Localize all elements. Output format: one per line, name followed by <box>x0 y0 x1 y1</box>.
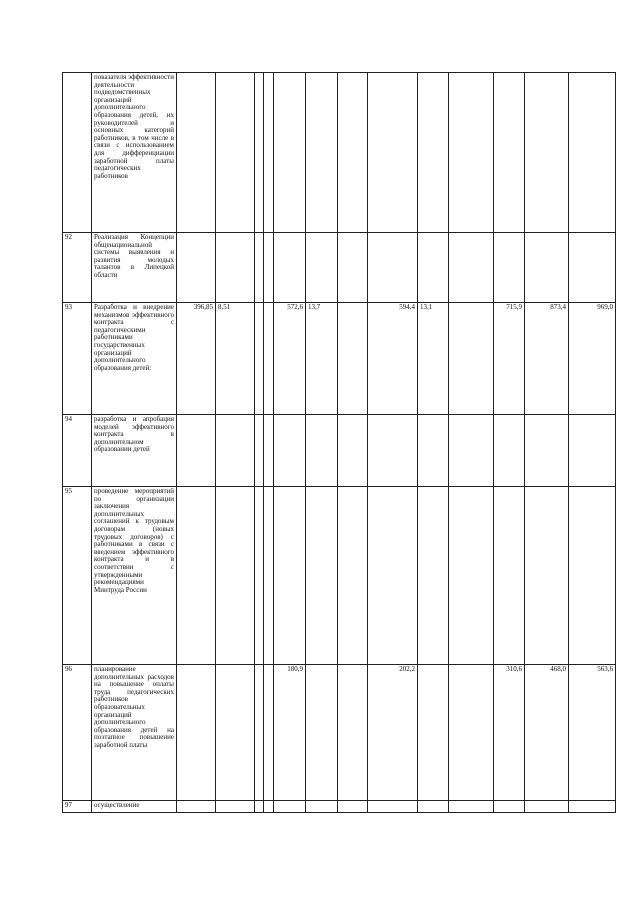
value-cell-c2 <box>216 487 255 665</box>
value-cell-c1 <box>177 801 216 813</box>
value-cell-c9 <box>418 73 449 233</box>
row-number: 94 <box>63 415 92 487</box>
row-description: Реализация Концепции общенациональной системы выявления и развития молодых талантов в Липецкой области <box>92 233 177 303</box>
value-cell-c10 <box>449 415 494 487</box>
value-cell-c3 <box>255 665 264 801</box>
value-cell-c6: 13,7 <box>306 303 338 415</box>
value-cell-c12 <box>525 487 569 665</box>
value-cell-c1 <box>177 73 216 233</box>
value-cell-c1 <box>177 233 216 303</box>
row-description: осуществление <box>92 801 177 813</box>
table-row <box>63 233 616 303</box>
value-cell-c7 <box>338 801 368 813</box>
value-cell-c6 <box>306 487 338 665</box>
value-cell-c2 <box>216 73 255 233</box>
value-cell-c4 <box>264 233 274 303</box>
row-number <box>63 73 92 233</box>
value-cell-c10 <box>449 303 494 415</box>
value-cell-c1: 396,85 <box>177 303 216 415</box>
value-cell-c1 <box>177 415 216 487</box>
value-cell-c12: 873,4 <box>525 303 569 415</box>
value-cell-c3 <box>255 233 264 303</box>
table-row <box>63 73 616 233</box>
value-cell-c11 <box>494 801 525 813</box>
table-row <box>63 303 616 415</box>
row-number: 93 <box>63 303 92 415</box>
value-cell-c7 <box>338 73 368 233</box>
value-cell-c2 <box>216 801 255 813</box>
row-description: показателя эффективности деятельности подведомственных организаций дополнительного образования детей, их руководителей и основных категорий работников, в том числе в связи с использованием для дифференциации заработной платы педагогических работников <box>92 73 177 233</box>
value-cell-c4 <box>264 73 274 233</box>
value-cell-c8 <box>368 233 418 303</box>
value-cell-c9 <box>418 487 449 665</box>
value-cell-c9 <box>418 801 449 813</box>
value-cell-c11 <box>494 73 525 233</box>
value-cell-c3 <box>255 415 264 487</box>
row-number: 97 <box>63 801 92 813</box>
value-cell-c12 <box>525 73 569 233</box>
value-cell-c5 <box>274 73 306 233</box>
value-cell-c2 <box>216 415 255 487</box>
table-row <box>63 665 616 801</box>
value-cell-c6 <box>306 233 338 303</box>
value-cell-c8 <box>368 415 418 487</box>
value-cell-c3 <box>255 487 264 665</box>
value-cell-c1 <box>177 665 216 801</box>
value-cell-c10 <box>449 665 494 801</box>
budget-table <box>62 72 616 813</box>
value-cell-c13: 969,0 <box>569 303 616 415</box>
value-cell-c13: 563,6 <box>569 665 616 801</box>
value-cell-c9 <box>418 233 449 303</box>
value-cell-c11: 715,9 <box>494 303 525 415</box>
value-cell-c10 <box>449 487 494 665</box>
value-cell-c4 <box>264 303 274 415</box>
value-cell-c10 <box>449 801 494 813</box>
value-cell-c9: 13,1 <box>418 303 449 415</box>
value-cell-c7 <box>338 487 368 665</box>
value-cell-c6 <box>306 665 338 801</box>
row-description: Разработка и внедрение механизмов эффективного контракта с педагогическими работниками государственных организаций дополнительного образования детей: <box>92 303 177 415</box>
value-cell-c11 <box>494 233 525 303</box>
value-cell-c5 <box>274 415 306 487</box>
value-cell-c13 <box>569 415 616 487</box>
value-cell-c7 <box>338 415 368 487</box>
value-cell-c3 <box>255 801 264 813</box>
value-cell-c4 <box>264 801 274 813</box>
value-cell-c2 <box>216 665 255 801</box>
table-row <box>63 415 616 487</box>
value-cell-c3 <box>255 303 264 415</box>
value-cell-c6 <box>306 801 338 813</box>
value-cell-c8 <box>368 487 418 665</box>
value-cell-c2: 8,51 <box>216 303 255 415</box>
value-cell-c5: 180,9 <box>274 665 306 801</box>
value-cell-c11 <box>494 487 525 665</box>
value-cell-c6 <box>306 73 338 233</box>
row-description: проведение мероприятий по организации заключения дополнительных соглашений к трудовым договорам (новых трудовых договоров) с работниками в связи с введением эффективного контракта и в соответствии с утвержденными рекомендациями Минтруда России <box>92 487 177 665</box>
value-cell-c4 <box>264 415 274 487</box>
value-cell-c5: 572,6 <box>274 303 306 415</box>
value-cell-c12: 468,0 <box>525 665 569 801</box>
table-row <box>63 487 616 665</box>
value-cell-c12 <box>525 415 569 487</box>
row-description: разработка и апробация моделей эффективного контракта в дополнительном образовании детей <box>92 415 177 487</box>
value-cell-c8 <box>368 73 418 233</box>
value-cell-c10 <box>449 73 494 233</box>
value-cell-c13 <box>569 801 616 813</box>
value-cell-c8 <box>368 801 418 813</box>
value-cell-c7 <box>338 233 368 303</box>
row-number: 96 <box>63 665 92 801</box>
value-cell-c1 <box>177 487 216 665</box>
value-cell-c9 <box>418 415 449 487</box>
value-cell-c10 <box>449 233 494 303</box>
row-number: 95 <box>63 487 92 665</box>
row-number: 92 <box>63 233 92 303</box>
value-cell-c13 <box>569 233 616 303</box>
value-cell-c3 <box>255 73 264 233</box>
value-cell-c8: 202,2 <box>368 665 418 801</box>
value-cell-c9 <box>418 665 449 801</box>
value-cell-c11: 310,6 <box>494 665 525 801</box>
table-row <box>63 801 616 813</box>
value-cell-c8: 594,4 <box>368 303 418 415</box>
row-description: планирование дополнительных расходов на повышение оплаты труда педагогических работников образовательных организаций дополнительного образования детей на поэтапное повышение заработной платы <box>92 665 177 801</box>
value-cell-c13 <box>569 73 616 233</box>
value-cell-c13 <box>569 487 616 665</box>
value-cell-c11 <box>494 415 525 487</box>
value-cell-c4 <box>264 487 274 665</box>
value-cell-c2 <box>216 233 255 303</box>
value-cell-c6 <box>306 415 338 487</box>
value-cell-c12 <box>525 801 569 813</box>
value-cell-c12 <box>525 233 569 303</box>
value-cell-c5 <box>274 801 306 813</box>
value-cell-c5 <box>274 233 306 303</box>
value-cell-c4 <box>264 665 274 801</box>
value-cell-c5 <box>274 487 306 665</box>
value-cell-c7 <box>338 303 368 415</box>
value-cell-c7 <box>338 665 368 801</box>
